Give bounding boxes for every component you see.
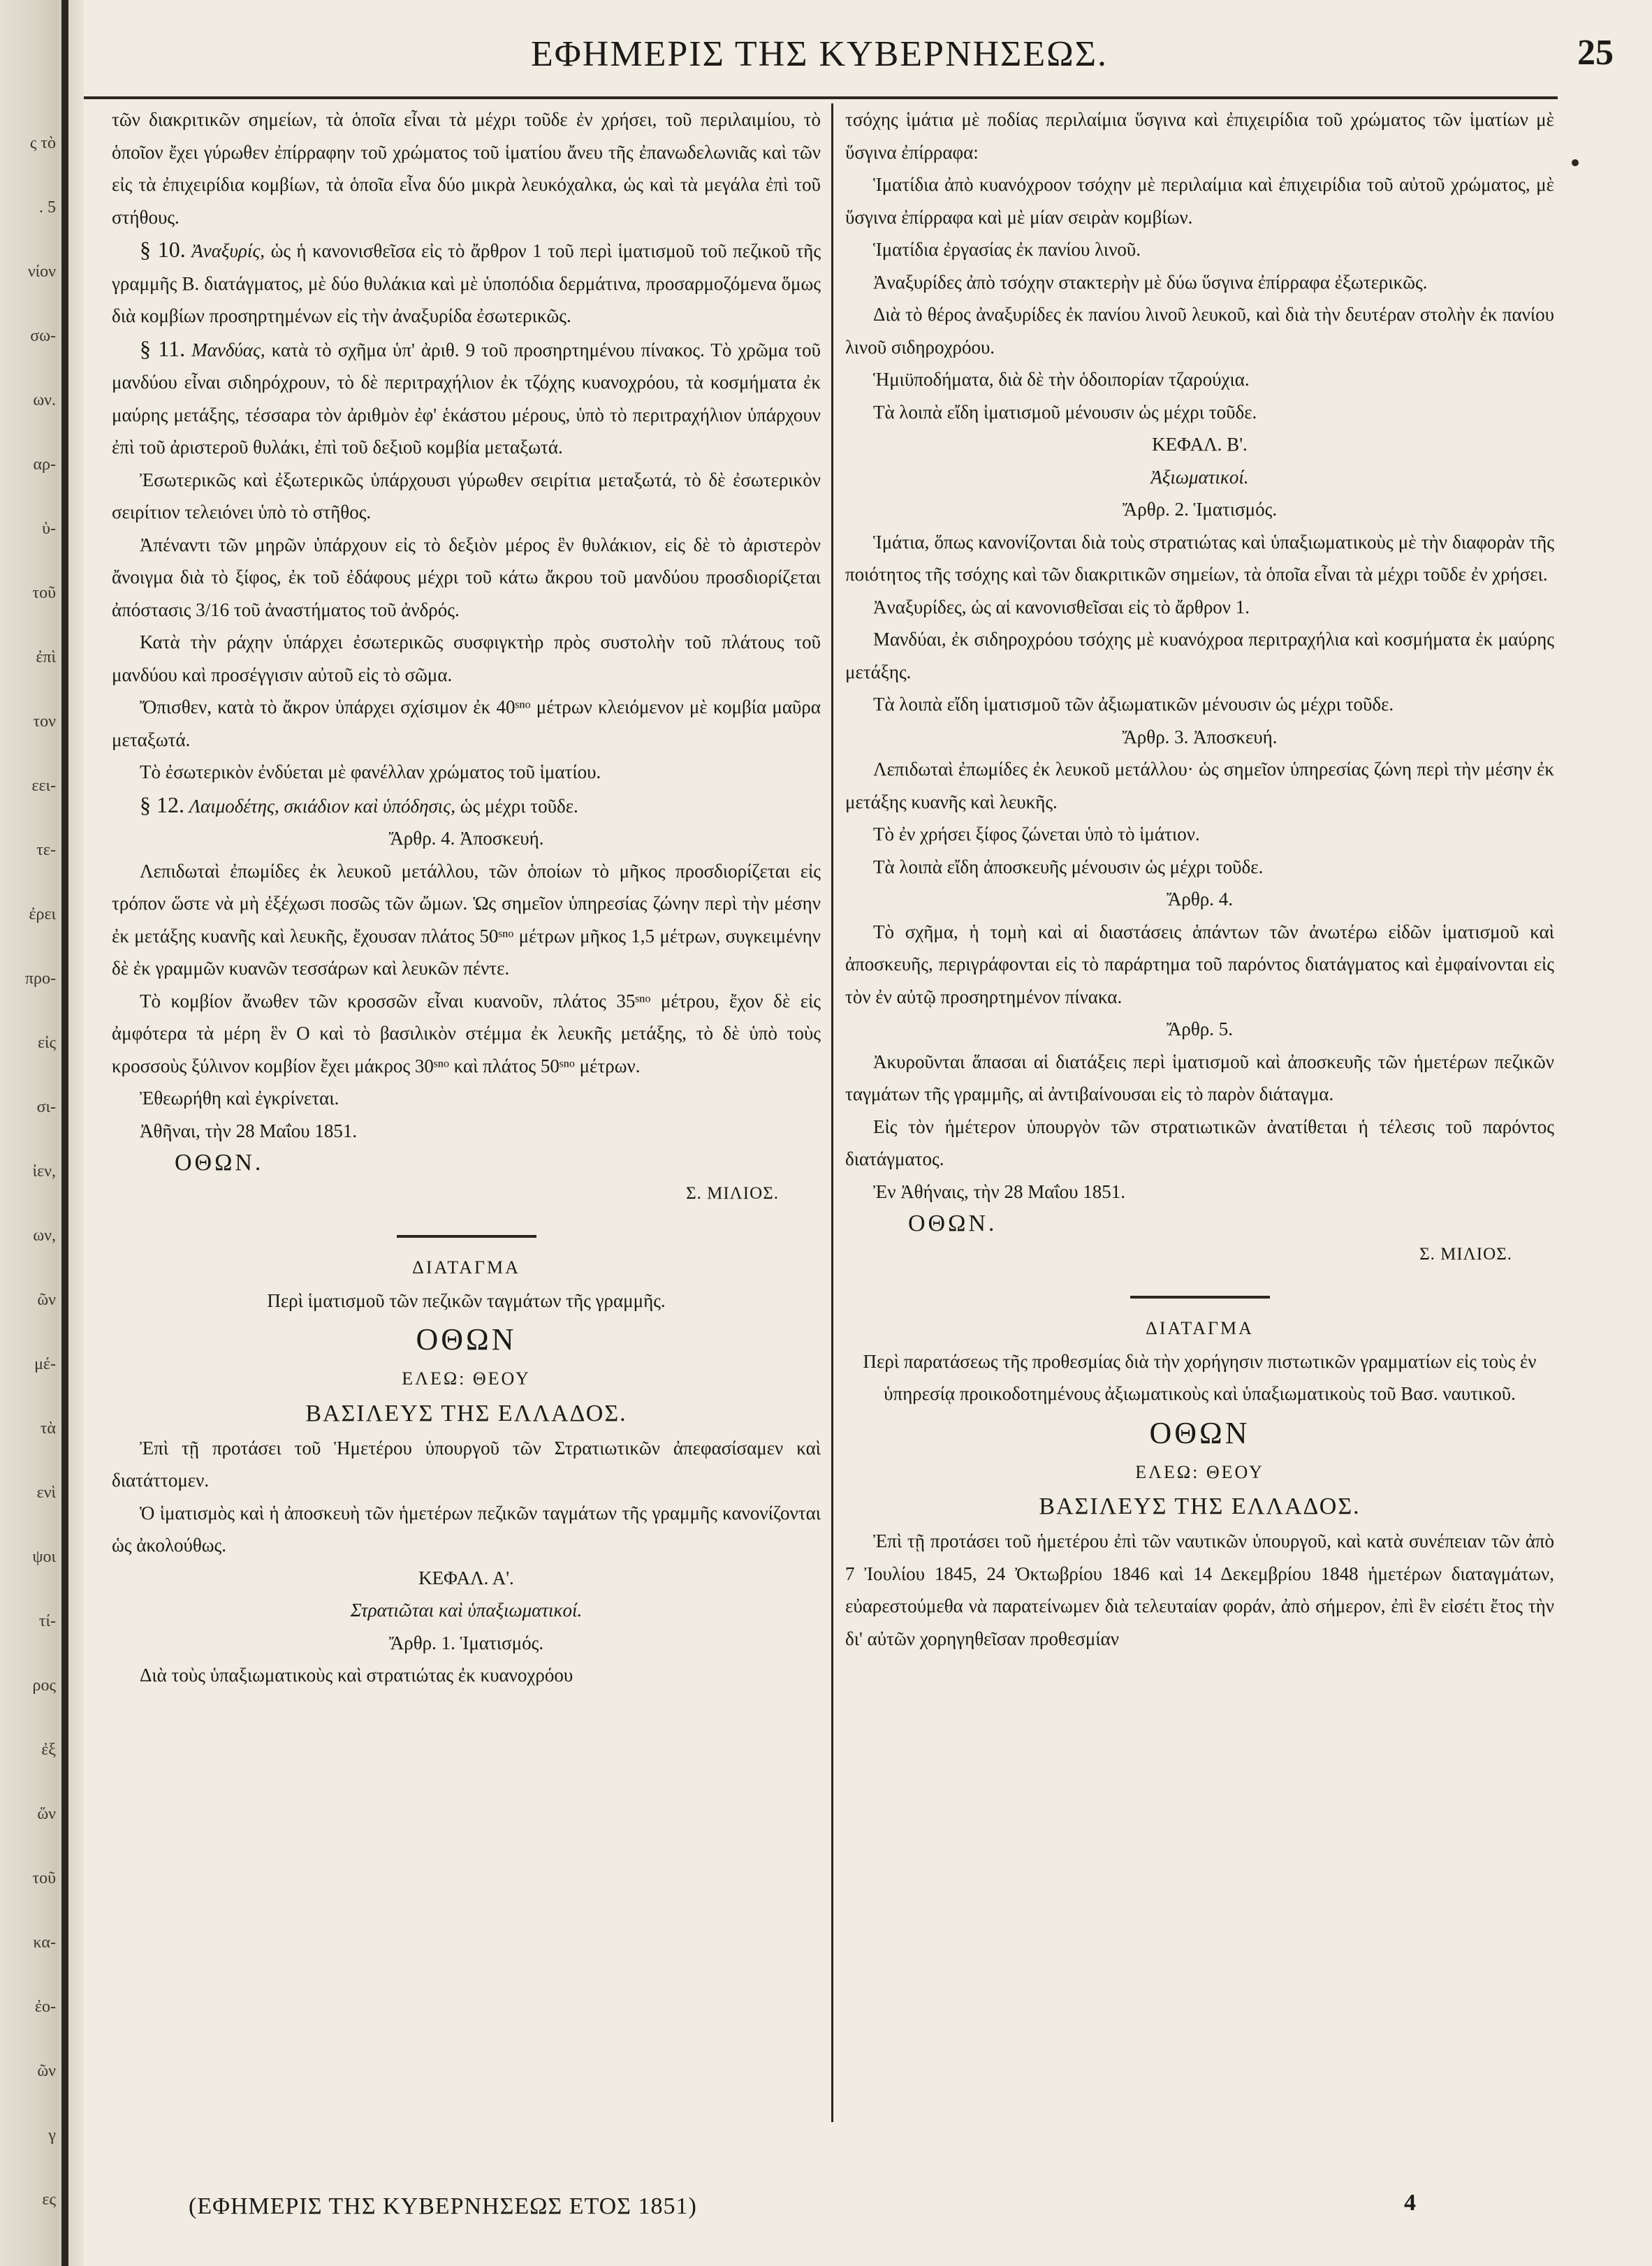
paragraph: Τὸ κομβίον ἄνωθεν τῶν κροσσῶν εἶναι κυανοῦν, πλάτος 35ˢⁿᵒ μέτρου, ἔχον δὲ εἰς ἀμφότερα τὰ μέρη ἓν Ο καὶ τὸ βασιλικὸν στέμμα ἐκ λευκῆς μετάξης, τὸ δὲ ὑπὸ τοὺς κροσσοὺς ξύλινον κομβίον ἔχει μάκρος 30ˢⁿᵒ καὶ πλάτος 50ˢⁿᵒ μέτρων. [112,990,821,1076]
gutter-fragment: ες [42,2191,56,2209]
paragraph: Τὸ σχῆμα, ἡ τομὴ καὶ αἱ διαστάσεις ἁπάντων τῶν ἀνωτέρω εἰδῶν ἱματισμοῦ καὶ ἀποσκευῆς, περιγράφονται εἰς τὸ παράρτημα τοῦ παρόντος διατάγματος καὶ ἐμφαίνονται εἰς τὸν ἐν αὐτῷ προσηρτημένον πίνακα. [845,921,1554,1007]
signature-block [845,1208,1554,1275]
article-heading: Ἄρθρ. 4. Ἀποσκευή. [388,828,544,849]
paragraph: Ἀκυροῦνται ἅπασαι αἱ διατάξεις περὶ ἱματισμοῦ καὶ ἀποσκευῆς τῶν ἡμετέρων πεζικῶν ταγμάτων τῆς γραμμῆς, αἱ ἀντιβαίνουσαι εἰς τὸ παρὸν διάταγμα. [845,1051,1554,1104]
sheet-number: 4 [1404,2190,1416,2216]
gutter-fragment: ἐρει [29,905,56,923]
paragraph: Λεπιδωταὶ ἐπωμίδες ἐκ λευκοῦ μετάλλου· ὡς σημεῖον ὑπηρεσίας ζώνη περὶ τὴν μέσην ἐκ μετάξης κυανῆς καὶ λευκῆς. [845,759,1554,812]
grace-of-god: ΕΛΕΩ: ΘΕΟΥ [402,1368,531,1389]
minister-signature: Σ. ΜΙΛΙΟΣ. [686,1184,779,1203]
gutter-fragment: ων, [33,1227,56,1245]
gutter-fragment: τε- [36,841,56,859]
paragraph: Εἰς τὸν ἡμέτερον ὑπουργὸν τῶν στρατιωτικῶν ἀνατίθεται ἡ τέλεσις τοῦ παρόντος διατάγματος. [845,1116,1554,1169]
paragraph: § 11. Μανδύας, κατὰ τὸ σχῆμα ὑπ' ἀριθ. 9 τοῦ προσηρτημένου πίνακος. Τὸ χρῶμα τοῦ μανδύου εἶναι σιδηρόχρουν, τὸ δὲ περιτραχήλιον ἐκ τζόχης κυανοχρόου, τὰ κοσμήματα ἐκ μαύρης μετάξης, τέσσαρα τὸν ἀριθμὸν ἐφ' ἑκάστου μέρους, ὑπὸ τὸ περιτραχήλιον ὑπάρχουν ἐπὶ τοῦ ἀριστεροῦ θυλάκι, ἐπὶ τοῦ δεξιοῦ κομβία μεταξωτά. [112,335,821,458]
chapter-heading: ΚΕΦΑΛ. Α'. [418,1567,514,1588]
chapter-subtitle: Ἀξιωματικοί. [1150,466,1249,488]
paragraph: Τὰ λοιπὰ εἴδη ἱματισμοῦ μένουσιν ὡς μέχρι τοῦδε. [873,401,1257,423]
paragraph: Ἐπὶ τῇ προτάσει τοῦ ἡμετέρου ἐπὶ τῶν ναυτικῶν ὑπουργοῦ, καὶ κατὰ συνέπειαν τῶν ἀπὸ 7 Ἰουλίου 1845, 24 Ὀκτωβρίου 1846 καὶ 14 Δεκεμβρίου 1848 ἡμετέρων διαταγμάτων, εὐαρεστούμεθα νὰ παρατείνωμεν διὰ τελευταίαν φοράν, ἀπὸ σήμερον, ἐπὶ ἓν εἰσέτι ἔτος τὴν δι' αὐτῶν χορηγηθεῖσαν προθεσμίαν [845,1530,1554,1649]
paragraph: Τὸ ἐν χρήσει ξίφος ζώνεται ὑπὸ τὸ ἱμάτιον. [873,824,1200,845]
issue-footer: (ΕΦΗΜΕΡΙΣ ΤΗΣ ΚΥΒΕΡΝΗΣΕΩΣ ΕΤΟΣ 1851) [189,2193,697,2219]
paragraph: Ἀπέναντι τῶν μηρῶν ὑπάρχουν εἰς τὸ δεξιὸν μέρος ἓν θυλάκιον, εἰς δὲ τὸ ἀριστερὸν ἄνοιγμα διὰ τὸ ξίφος, ἐκ τοῦ ἐδάφους μέχρι τοῦ κάτω ἄκρου τοῦ μανδύου προσδιορίζεται ἀπόστασις 3/16 τοῦ ἀναστήματος τοῦ ἀνδρός. [112,534,821,620]
paragraph: Ἱμάτια, ὅπως κανονίζονται διὰ τοὺς στρατιώτας καὶ ὑπαξιωματικοὺς μὲ τὴν διαφορὰν τῆς ποιότητος τῆς τσόχης καὶ τῶν διακριτικῶν σημείων, τὰ ὁποῖα εἶναι τὰ μέχρι τοῦδε ἐν χρήσει. [845,531,1554,585]
paragraph: Ἀναξυρίδες ἀπὸ τσόχην στακτερὴν μὲ δύω ὕσγινα ἐπίρραφα ἐξωτερικῶς. [873,271,1428,293]
section-rule [1130,1296,1270,1299]
chapter-heading: ΚΕΦΑΛ. Β'. [1152,434,1248,455]
gutter-fragment: εἰς [37,1034,56,1052]
minister-signature: Σ. ΜΙΛΙΟΣ. [1419,1245,1512,1264]
date-line: Ἀθῆναι, τὴν 28 Μαΐου 1851. [140,1120,358,1141]
paragraph: § 10. Ἀναξυρίς, ὡς ἡ κανονισθεῖσα εἰς τὸ ἄρθρον 1 τοῦ περὶ ἱματισμοῦ τοῦ πεζικοῦ τῆς γραμμῆς Β. διατάγματος, μὲ δύο θυλάκια καὶ μὲ ὑποπόδια δερμάτινα, προσαρμοζόμενα ὅμως διὰ κομβίων προσηρτημένων εἰς τὴν ἀναξυρίδα ἐσωτερικῶς. [112,237,821,326]
gutter-fragment: ὥν [37,1805,56,1823]
king-signature: ΟΘΩΝ. [908,1211,997,1236]
gutter-fragment: σι- [36,1098,56,1116]
decree-title: ΔΙΑΤΑΓΜΑ [412,1257,520,1278]
gutter-fragment: γ [48,2126,56,2144]
gutter-fragment: ενὶ [36,1484,56,1502]
gutter-fragment: αρ- [33,455,56,474]
gutter-fragment: ψοι [32,1548,56,1566]
gutter-fragment: ὑ- [42,520,56,538]
gutter-fragment: τί- [38,1612,56,1630]
gutter-fragment: . 5 [39,198,56,217]
paragraph: Ἐπὶ τῇ προτάσει τοῦ Ἡμετέρου ὑπουργοῦ τῶν Στρατιωτικῶν ἀπεφασίσαμεν καὶ διατάττομεν. [112,1437,821,1491]
paragraph: τσόχης ἱμάτια μὲ ποδίας περιλαίμια ὕσγινα καὶ ἐπιχειρίδια τοῦ χρώματος τῶν ἱματίων μὲ ὕσγινα ἐπίρραφα: [845,109,1554,163]
decree-subject: Περὶ παρατάσεως τῆς προθεσμίας διὰ τὴν χορήγησιν πιστωτικῶν γραμματίων εἰς τοὺς ἐν ὑπηρεσίᾳ προικοδοτημένους ἀξιωματικοὺς καὶ ὑπαξιωματικοὺς τοῦ Βασ. ναυτικοῦ. [863,1350,1537,1404]
gutter-fragment: κα- [33,1934,56,1952]
paragraph: Ὄπισθεν, κατὰ τὸ ἄκρον ὑπάρχει σχίσιμον ἐκ 40ˢⁿᵒ μέτρων κλειόμενον μὲ κομβία μαῦρα μεταξωτά. [112,696,821,750]
article-heading: Ἄρθρ. 5. [1167,1018,1233,1039]
right-column [845,103,1554,1655]
paragraph: Διὰ τοὺς ὑπαξιωματικοὺς καὶ στρατιώτας ἐκ κυανοχρόου [140,1665,573,1686]
page-header [84,27,1642,89]
date-line: Ἐν Ἀθήναις, τὴν 28 Μαΐου 1851. [873,1180,1125,1202]
article-heading: Ἄρθρ. 4. [1167,889,1233,909]
column-divider [831,103,833,2122]
king-signature: ΟΘΩΝ. [175,1150,264,1176]
paragraph: Ὁ ἱματισμὸς καὶ ἡ ἀποσκευὴ τῶν ἡμετέρων πεζικῶν ταγμάτων τῆς γραμμῆς κανονίζονται ὡς ἀκολούθως. [112,1502,821,1556]
paragraph: Ἀναξυρίδες, ὡς αἱ κανονισθεῖσαι εἰς τὸ ἄρθρον 1. [873,596,1250,617]
gutter-fragment: ων. [33,391,56,409]
signature-block [112,1147,821,1214]
gutter-fragment: ἰεν, [32,1162,56,1180]
gutter-fragment: ἐπὶ [36,648,56,666]
gutter-fragment: ρος [32,1676,56,1695]
gutter-fragment: ἐξ [41,1741,56,1759]
paragraph: § 12. Λαιμοδέτης, σκιάδιον καὶ ὑπόδησις, ὡς μέχρι τοῦδε. [140,791,578,817]
gutter-fragment: ῶν [37,1291,56,1309]
king-name: ΟΘΩΝ [1149,1415,1250,1450]
king-name: ΟΘΩΝ [416,1322,517,1357]
paragraph: Ἱματίδια ἀπὸ κυανόχροον τσόχην μὲ περιλαίμια καὶ ἐπιχειρίδια τοῦ αὐτοῦ χρώματος, μὲ ὕσγινα ἐπίρραφα καὶ μὲ μίαν σειρὰν κομβίων. [845,174,1554,228]
paragraph: Λεπιδωταὶ ἐπωμίδες ἐκ λευκοῦ μετάλλου, τῶν ὁποίων τὸ μῆκος προσδιορίζεται εἰς τρόπον ὥστε νὰ μὴ ἐξέχωσι ποσῶς τῶν ὤμων. Ὡς σημεῖον ὑπηρεσίας ζώνην περὶ τὴν μέσην ἐκ μετάξης κυανῆς καὶ λευκῆς, ἔχουσαν πλάτος 50ˢⁿᵒ μέτρων μῆκος 1,5 μέτρων, συγκειμένην δὲ ἐκ γραμμῶν κυανῶν τεσσάρων καὶ λευκῶν πέντε. [112,860,821,979]
article-heading: Ἄρθρ. 3. Ἀποσκευή. [1122,726,1278,747]
newspaper-title: ΕΦΗΜΕΡΙΣ ΤΗΣ ΚΥΒΕΡΝΗΣΕΩΣ. [531,34,1108,74]
article-heading: Ἄρθρ. 2. Ἱματισμός. [1122,499,1278,520]
gutter-fragment: τοῦ [32,584,56,602]
paragraph: Τὰ λοιπὰ εἴδη ἱματισμοῦ τῶν ἀξιωματικῶν μένουσιν ὡς μέχρι τοῦδε. [873,694,1394,715]
gutter-fragment: σω- [30,327,56,345]
paragraph: τῶν διακριτικῶν σημείων, τὰ ὁποῖα εἶναι τὰ μέχρι τοῦδε ἐν χρήσει, τοῦ περιλαιμίου, τὸ ὁποῖον ἔχει γύρωθεν ἐπίρραφην τοῦ χρώματος τοῦ ἱματίου ἄνευ τῆς ἐπανωδελωνιᾶς καὶ τῶν εἰς τὰ ἐπιχειρίδια κομβίων, τὰ ὁποῖα εἶνα δύο μικρὰ λευκόχαλκα, ὡς καὶ τὰ μεγάλα ἐπὶ τοῦ στήθους. [112,109,821,228]
paragraph: Ἐθεωρήθη καὶ ἐγκρίνεται. [140,1088,339,1109]
paragraph: Διὰ τὸ θέρος ἀναξυρίδες ἐκ πανίου λινοῦ λευκοῦ, καὶ διὰ τὴν δευτέραν στολὴν ἐκ πανίου λινοῦ σιδηροχρόου. [845,304,1554,358]
gutter-fragment: εει- [31,777,56,795]
king-title: ΒΑΣΙΛΕΥΣ ΤΗΣ ΕΛΛΑΔΟΣ. [305,1400,627,1426]
decree-title: ΔΙΑΤΑΓΜΑ [1146,1318,1254,1338]
gutter-fragment: μέ- [34,1355,56,1373]
page-number: 25 [1577,33,1614,73]
king-title: ΒΑΣΙΛΕΥΣ ΤΗΣ ΕΛΛΑΔΟΣ. [1039,1493,1361,1519]
paragraph: Ἐσωτερικῶς καὶ ἐξωτερικῶς ὑπάρχουσι γύρωθεν σειρίτια μεταξωτά, τὸ δὲ ἐσωτερικὸν σειρίτιον τελειόνει ὑπὸ τὸ στῆθος. [112,469,821,522]
left-column [112,103,821,1692]
chapter-subtitle: Στρατιῶται καὶ ὑπαξιωματικοί. [350,1600,583,1621]
gutter-fragment: προ- [24,970,56,988]
gutter-fragment: ἐο- [34,1998,56,2016]
gutter-fragment: τοῦ [32,1869,56,1887]
gutter-fragment: ῶν [37,2062,56,2080]
gutter-fragment: νίον [27,263,56,281]
article-heading: Ἄρθρ. 1. Ἱματισμός. [388,1632,544,1653]
section-rule [397,1235,536,1238]
gutter-fragment: τον [33,712,56,731]
paragraph: Κατὰ τὴν ράχην ὑπάρχει ἐσωτερικῶς συσφιγκτὴρ πρὸς συστολὴν τοῦ πλάτους τοῦ μανδύου καὶ προσέγγισιν αὐτοῦ εἰς τὸ σῶμα. [112,631,821,685]
header-rule [84,96,1558,99]
decree-subject: Περὶ ἱματισμοῦ τῶν πεζικῶν ταγμάτων τῆς γραμμῆς. [267,1289,666,1311]
paragraph: Τὰ λοιπὰ εἴδη ἀποσκευῆς μένουσιν ὡς μέχρι τοῦδε. [873,856,1264,877]
paragraph: Ἱματίδια ἐργασίας ἐκ πανίου λινοῦ. [873,239,1141,260]
paragraph: Τὸ ἐσωτερικὸν ἐνδύεται μὲ φανέλλαν χρώματος τοῦ ἱματίου. [140,761,601,782]
gutter-fragment: τὰ [40,1419,56,1438]
gutter-rule [61,0,68,2266]
gutter-fragment: ς τὸ [29,134,56,152]
paragraph: Μανδύαι, ἐκ σιδηροχρόου τσόχης μὲ κυανόχροα περιτραχήλια καὶ κοσμήματα ἐκ μαύρης μετάξης. [845,629,1554,682]
ink-mark [1572,159,1579,166]
paragraph: Ἡμιϋποδήματα, διὰ δὲ τὴν ὁδοιπορίαν τζαρούχια. [873,369,1250,390]
grace-of-god: ΕΛΕΩ: ΘΕΟΥ [1135,1461,1264,1482]
